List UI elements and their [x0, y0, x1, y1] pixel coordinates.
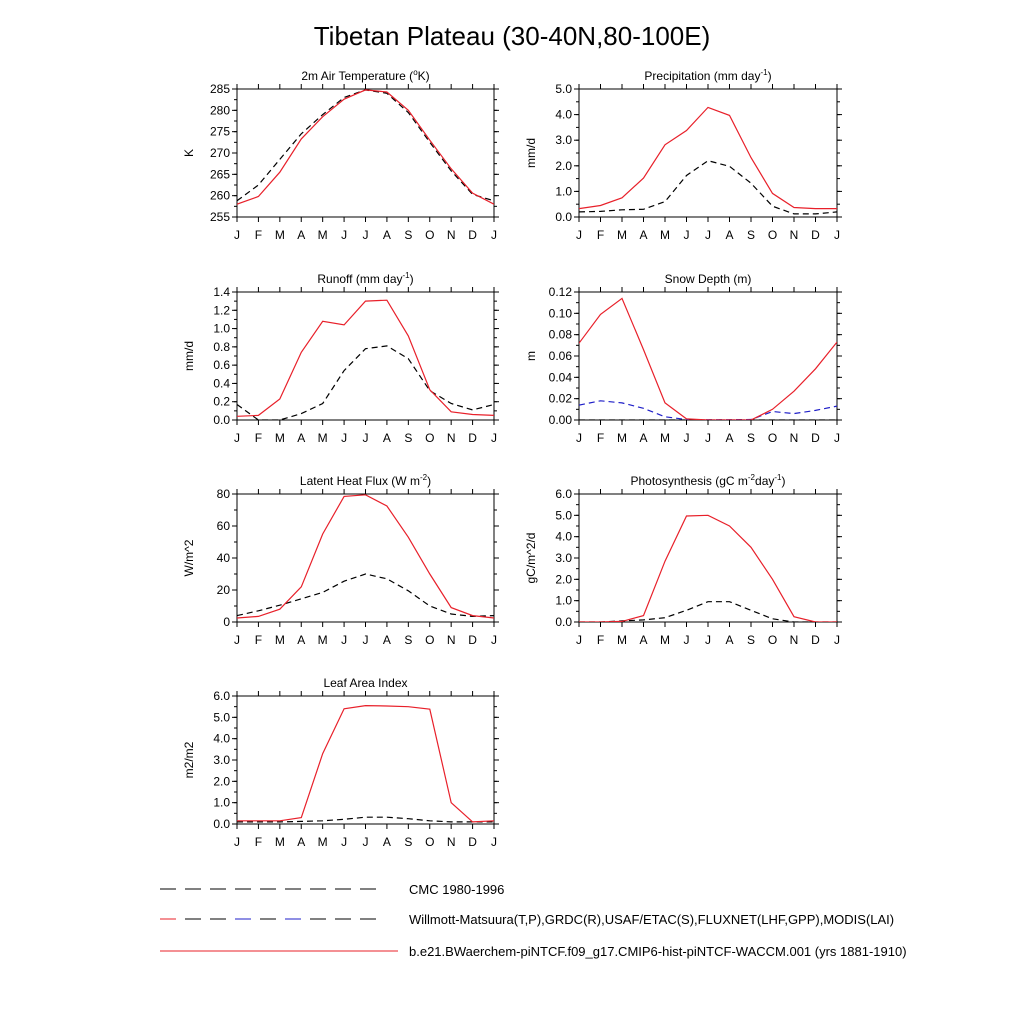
y-tick-label: 5.0	[555, 508, 572, 523]
x-tick-label: J	[491, 431, 497, 445]
y-tick-label: 80	[216, 487, 230, 501]
x-tick-label: J	[341, 835, 348, 849]
x-tick-label: A	[382, 633, 391, 647]
series-line-model	[579, 298, 837, 420]
x-tick-label: D	[811, 633, 820, 647]
y-tick-label: 0.0	[213, 817, 230, 831]
series-line-model	[237, 300, 494, 416]
legend-item	[160, 944, 907, 959]
x-tick-label: J	[683, 228, 690, 242]
x-tick-label: J	[491, 228, 497, 242]
y-tick-label: 0.00	[548, 413, 572, 427]
x-tick-label: S	[404, 431, 413, 445]
y-tick-label: 20	[216, 583, 230, 597]
y-tick-label: 40	[216, 551, 230, 565]
chart-panel	[182, 271, 499, 445]
plot-frame	[237, 89, 494, 217]
x-tick-label: J	[491, 835, 497, 849]
y-tick-label: 0.6	[213, 358, 230, 373]
y-tick-label: 3.0	[213, 753, 230, 767]
x-tick-label: M	[617, 633, 627, 647]
y-tick-label: 5.0	[213, 710, 230, 725]
y-axis-label: m	[524, 351, 538, 361]
x-tick-label: N	[789, 431, 799, 445]
x-tick-label: F	[254, 835, 263, 849]
x-tick-label: A	[725, 228, 734, 242]
y-tick-label: 270	[209, 146, 230, 160]
chart-panel	[524, 272, 842, 445]
x-tick-label: J	[362, 633, 369, 647]
y-tick-label: 0.4	[213, 376, 230, 391]
x-tick-label: S	[746, 431, 756, 445]
y-tick-label: 2.0	[555, 572, 572, 587]
x-tick-label: A	[639, 431, 648, 445]
x-tick-label: N	[446, 228, 456, 242]
chart-panel	[182, 68, 499, 242]
y-tick-label: 60	[216, 519, 230, 533]
plot-frame	[579, 494, 837, 622]
x-tick-label: M	[317, 431, 328, 445]
plot-frame	[237, 494, 494, 622]
y-tick-label: 4.0	[555, 529, 572, 544]
y-axis-label: W/m^2	[182, 539, 196, 577]
chart-panel	[182, 676, 499, 849]
series-line-model	[237, 495, 494, 618]
x-tick-label: M	[274, 633, 285, 647]
y-tick-label: 0.08	[548, 327, 572, 342]
x-tick-label: S	[404, 228, 413, 242]
x-tick-label: M	[317, 228, 328, 242]
x-tick-label: J	[234, 228, 240, 242]
x-tick-label: F	[254, 431, 263, 445]
y-tick-label: 0.04	[548, 370, 572, 385]
y-tick-label: 1.4	[213, 285, 230, 299]
x-tick-label: J	[341, 633, 348, 647]
x-tick-label: D	[468, 228, 477, 242]
y-tick-label: 4.0	[213, 731, 230, 746]
x-tick-label: O	[425, 431, 435, 445]
x-tick-label: M	[274, 835, 285, 849]
x-tick-label: A	[297, 431, 306, 445]
x-tick-label: O	[425, 228, 435, 242]
x-tick-label: D	[468, 835, 477, 849]
y-tick-label: 1.0	[555, 593, 572, 608]
y-tick-label: 3.0	[555, 551, 572, 565]
x-tick-label: J	[683, 431, 690, 445]
x-tick-label: M	[660, 228, 670, 242]
y-tick-label: 0.10	[548, 306, 572, 321]
y-axis-label: mm/d	[524, 138, 538, 168]
y-tick-label: 0.12	[548, 285, 572, 299]
x-tick-label: A	[725, 431, 734, 445]
legend-label: b.e21.BWaerchem-piNTCF.f09_g17.CMIP6-hist-piNTCF-WACCM.001 (yrs 1881-1910)	[409, 944, 907, 959]
x-tick-label: D	[811, 228, 820, 242]
x-tick-label: J	[705, 228, 711, 242]
x-tick-label: F	[254, 633, 263, 647]
y-tick-label: 6.0	[555, 487, 572, 501]
x-tick-label: A	[382, 431, 391, 445]
x-tick-label: F	[596, 431, 605, 445]
series-line-model	[237, 90, 494, 204]
x-tick-label: D	[468, 431, 477, 445]
y-tick-label: 2.0	[213, 774, 230, 789]
y-tick-label: 6.0	[213, 689, 230, 703]
legend-item	[160, 912, 894, 927]
x-tick-label: M	[274, 228, 285, 242]
y-tick-label: 265	[209, 167, 230, 182]
x-tick-label: J	[576, 228, 582, 242]
x-tick-label: J	[576, 431, 582, 445]
plot-frame	[579, 292, 837, 420]
y-tick-label: 0.2	[213, 394, 230, 409]
x-tick-label: J	[362, 228, 369, 242]
x-tick-label: M	[617, 431, 627, 445]
x-tick-label: A	[382, 835, 391, 849]
y-tick-label: 0	[223, 615, 230, 629]
y-tick-label: 260	[209, 188, 230, 203]
x-tick-label: M	[617, 228, 627, 242]
x-tick-label: N	[446, 633, 456, 647]
plot-frame	[237, 292, 494, 420]
x-tick-label: J	[705, 633, 711, 647]
x-tick-label: M	[317, 633, 328, 647]
figure-title: Tibetan Plateau (30-40N,80-100E)	[313, 21, 711, 51]
series-line-obs	[579, 602, 837, 622]
x-tick-label: A	[382, 228, 391, 242]
x-tick-label: N	[789, 228, 799, 242]
x-tick-label: A	[297, 228, 306, 242]
series-line-model	[237, 706, 494, 822]
x-tick-label: O	[767, 633, 778, 647]
x-tick-label: F	[596, 633, 605, 647]
panel-title: Leaf Area Index	[323, 676, 408, 690]
x-tick-label: S	[404, 835, 413, 849]
x-tick-label: A	[639, 228, 648, 242]
x-tick-label: A	[297, 633, 306, 647]
x-tick-label: M	[274, 431, 285, 445]
series-line-model	[579, 515, 837, 622]
x-tick-label: J	[834, 431, 840, 445]
x-tick-label: O	[425, 835, 435, 849]
x-tick-label: J	[683, 633, 690, 647]
y-tick-label: 2.0	[555, 158, 572, 173]
y-tick-label: 0.0	[555, 615, 572, 629]
y-tick-label: 0.0	[555, 210, 572, 224]
y-tick-label: 0.02	[548, 391, 572, 406]
y-tick-label: 0.06	[548, 349, 572, 363]
x-tick-label: J	[834, 228, 840, 242]
x-tick-label: A	[297, 835, 306, 849]
legend-label: CMC 1980-1996	[409, 882, 505, 897]
panels	[182, 68, 842, 849]
panel-title: Photosynthesis (gC $m^{-2}day^{-1}$)	[630, 473, 786, 488]
series-line-model	[579, 107, 837, 208]
legend-item	[160, 882, 504, 897]
y-axis-label: gC/m^2/d	[524, 532, 538, 584]
y-tick-label: 0.0	[213, 413, 230, 427]
y-tick-label: 4.0	[555, 107, 572, 122]
series-line-obs	[237, 346, 494, 420]
x-tick-label: J	[362, 835, 369, 849]
panel-title: Precipitation (mm day$^{-1}$)	[644, 68, 772, 83]
x-tick-label: S	[404, 633, 413, 647]
y-tick-label: 275	[209, 124, 230, 139]
x-tick-label: M	[660, 633, 670, 647]
y-axis-label: mm/d	[182, 341, 196, 371]
panel-title: Latent Heat Flux (W $m^{-2}$)	[299, 473, 432, 488]
series-line-obs	[237, 90, 494, 201]
x-tick-label: N	[446, 835, 456, 849]
x-tick-label: J	[234, 633, 240, 647]
y-tick-label: 1.0	[213, 321, 230, 336]
legend-label: Willmott-Matsuura(T,P),GRDC(R),USAF/ETAC(S),FLUXNET(LHF,GPP),MODIS(LAI)	[409, 912, 895, 927]
panel-title: 2m Air Temperature ($^o$K)	[301, 68, 430, 83]
y-tick-label: 1.2	[213, 303, 230, 318]
x-tick-label: J	[234, 835, 240, 849]
y-tick-label: 255	[209, 210, 230, 224]
x-tick-label: F	[254, 228, 263, 242]
y-tick-label: 3.0	[555, 133, 572, 148]
y-tick-label: 5.0	[555, 82, 572, 96]
chart-panel	[524, 473, 842, 647]
x-tick-label: D	[811, 431, 820, 445]
x-tick-label: F	[596, 228, 605, 242]
x-tick-label: J	[341, 228, 348, 242]
x-tick-label: M	[660, 431, 670, 445]
x-tick-label: A	[639, 633, 648, 647]
chart-panel	[182, 473, 499, 647]
x-tick-label: O	[767, 228, 778, 242]
x-tick-label: S	[746, 633, 756, 647]
x-tick-label: M	[317, 835, 328, 849]
series-line-obs_alt	[579, 401, 837, 420]
y-tick-label: 1.0	[555, 184, 572, 199]
y-axis-label: m2/m2	[182, 741, 196, 779]
x-tick-label: O	[767, 431, 778, 445]
x-tick-label: J	[705, 431, 711, 445]
x-tick-label: J	[576, 633, 582, 647]
x-tick-label: J	[234, 431, 240, 445]
panel-title: Runoff (mm day$^{-1}$)	[317, 271, 414, 286]
x-tick-label: N	[446, 431, 456, 445]
x-tick-label: D	[468, 633, 477, 647]
x-tick-label: S	[746, 228, 756, 242]
x-tick-label: J	[491, 633, 497, 647]
y-tick-label: 0.8	[213, 339, 230, 354]
x-tick-label: O	[425, 633, 435, 647]
x-tick-label: J	[834, 633, 840, 647]
legend	[160, 882, 907, 959]
y-axis-label: K	[182, 148, 196, 158]
x-tick-label: J	[341, 431, 348, 445]
plot-frame	[237, 696, 494, 824]
series-line-obs	[579, 161, 837, 214]
x-tick-label: N	[789, 633, 799, 647]
panel-title: Snow Depth (m)	[664, 272, 752, 286]
y-tick-label: 280	[209, 103, 230, 118]
chart-panel	[524, 68, 842, 242]
x-tick-label: A	[725, 633, 734, 647]
y-tick-label: 1.0	[213, 795, 230, 810]
x-tick-label: J	[362, 431, 369, 445]
y-tick-label: 285	[209, 82, 230, 96]
